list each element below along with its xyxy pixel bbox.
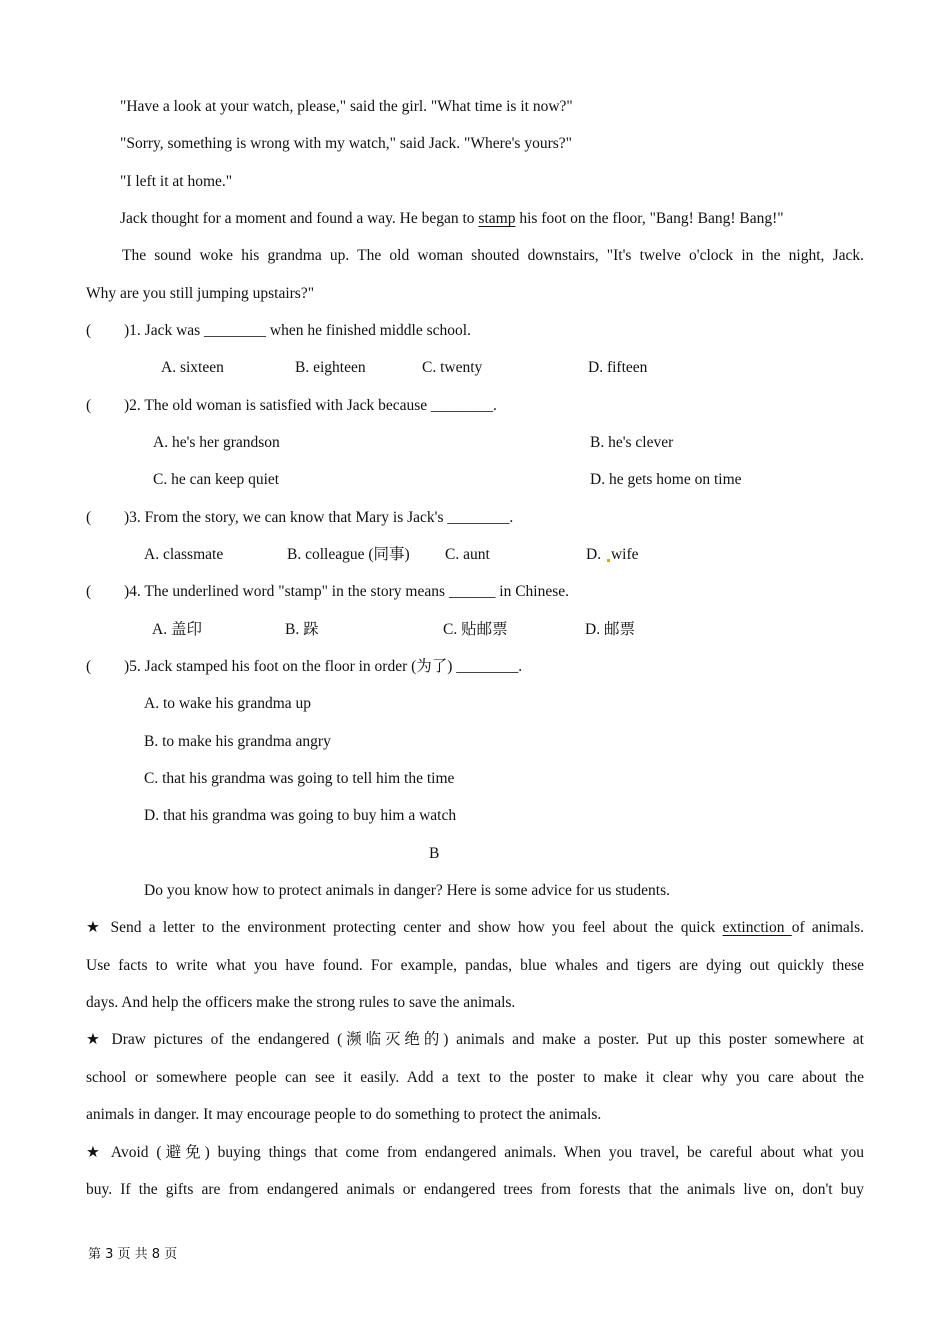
advice-text: of animals. (791, 919, 864, 936)
question-3-option-a: A. classmate (144, 546, 224, 563)
question-1-option-b: B. eighteen (295, 359, 366, 376)
question-2-option-b: B. he's clever (590, 434, 674, 451)
question-2-option-c: C. he can keep quiet (153, 471, 280, 488)
advice-2-line-2: school or somewhere people can see it easily. Add a text to the poster to make it clear why you care about the (86, 1069, 864, 1086)
section-b-heading: B (429, 845, 440, 862)
question-1-stem: )1. Jack was ________ when he finished middle school. (124, 322, 471, 339)
question-1-option-c: C. twenty (422, 359, 483, 376)
story-paragraph-2: "Sorry, something is wrong with my watch," said Jack. "Where's yours?" (120, 135, 572, 152)
option-letter: D. (586, 546, 605, 563)
advice-1-line-1 (86, 918, 864, 938)
story-text: his foot on the floor, "Bang! Bang! Bang!" (515, 210, 784, 227)
story-paragraph-4 (120, 209, 784, 229)
story-paragraph-5-line-1: The sound woke his grandma up. The old woman shouted downstairs, "It's twelve o'clock in the night, Jack. (122, 247, 864, 264)
advice-3-line-2: buy. If the gifts are from endangered animals or endangered trees from forests that the animals live on, don't buy (86, 1181, 864, 1198)
advice-text: ★ Send a letter to the environment protecting center and show how you feel about the quick (86, 919, 723, 936)
question-5-option-d: D. that his grandma was going to buy him a watch (144, 807, 457, 824)
question-5-option-a: A. to wake his grandma up (144, 695, 312, 712)
question-2-stem: )2. The old woman is satisfied with Jack because ________. (124, 397, 497, 414)
section-b-intro: Do you know how to protect animals in danger? Here is some advice for us students. (144, 882, 671, 899)
question-1-option-a: A. sixteen (161, 359, 224, 376)
advice-1-line-3: days. And help the officers make the strong rules to save the animals. (86, 994, 516, 1011)
advice-1-line-2: Use facts to write what you have found. For example, pandas, blue whales and tigers are dying out quickly these (86, 957, 864, 974)
underlined-word-stamp: stamp (478, 210, 516, 227)
question-2-option-a: A. he's her grandson (153, 434, 280, 451)
question-4-option-a: A. 盖印 (152, 621, 202, 638)
answer-bracket: ( (86, 658, 92, 675)
question-3-option-d (586, 545, 639, 565)
story-text: Jack thought for a moment and found a way. He began to (120, 210, 479, 227)
question-3-option-b: B. colleague (同事) (287, 546, 410, 563)
story-paragraph-3: "I left it at home." (120, 173, 233, 190)
question-5-option-c: C. that his grandma was going to tell him the time (144, 770, 455, 787)
underlined-word-extinction: extinction (722, 919, 792, 936)
advice-2-line-1: ★ Draw pictures of the endangered (濒临灭绝的) animals and make a poster. Put up this poster somewhere at (86, 1031, 864, 1048)
question-5-option-b: B. to make his grandma angry (144, 733, 331, 750)
answer-bracket: ( (86, 322, 92, 339)
story-paragraph-1: "Have a look at your watch, please," said the girl. "What time is it now?" (120, 98, 573, 115)
question-4-option-c: C. 贴邮票 (443, 621, 508, 638)
advice-2-line-3: animals in danger. It may encourage people to do something to protect the animals. (86, 1106, 602, 1123)
question-2-option-d: D. he gets home on time (590, 471, 742, 488)
option-text: wife (610, 546, 639, 563)
question-4-stem: )4. The underlined word "stamp" in the story means ______ in Chinese. (124, 583, 570, 600)
question-1-option-d: D. fifteen (588, 359, 648, 376)
question-5-stem: )5. Jack stamped his foot on the floor in order (为了) ________. (124, 658, 523, 675)
question-4-option-b: B. 跺 (285, 621, 319, 638)
question-3-option-c: C. aunt (445, 546, 490, 563)
answer-bracket: ( (86, 583, 92, 600)
question-3-stem: )3. From the story, we can know that Mary is Jack's ________. (124, 509, 514, 526)
page-number-footer: 第 3 页 共 8 页 (88, 1247, 178, 1262)
answer-bracket: ( (86, 509, 92, 526)
question-4-option-d: D. 邮票 (585, 621, 635, 638)
story-paragraph-5-line-2: Why are you still jumping upstairs?" (86, 285, 315, 302)
mark-dot (607, 559, 610, 562)
advice-3-line-1: ★ Avoid (避免) buying things that come from endangered animals. When you travel, be careful about what you (86, 1144, 864, 1161)
answer-bracket: ( (86, 397, 92, 414)
